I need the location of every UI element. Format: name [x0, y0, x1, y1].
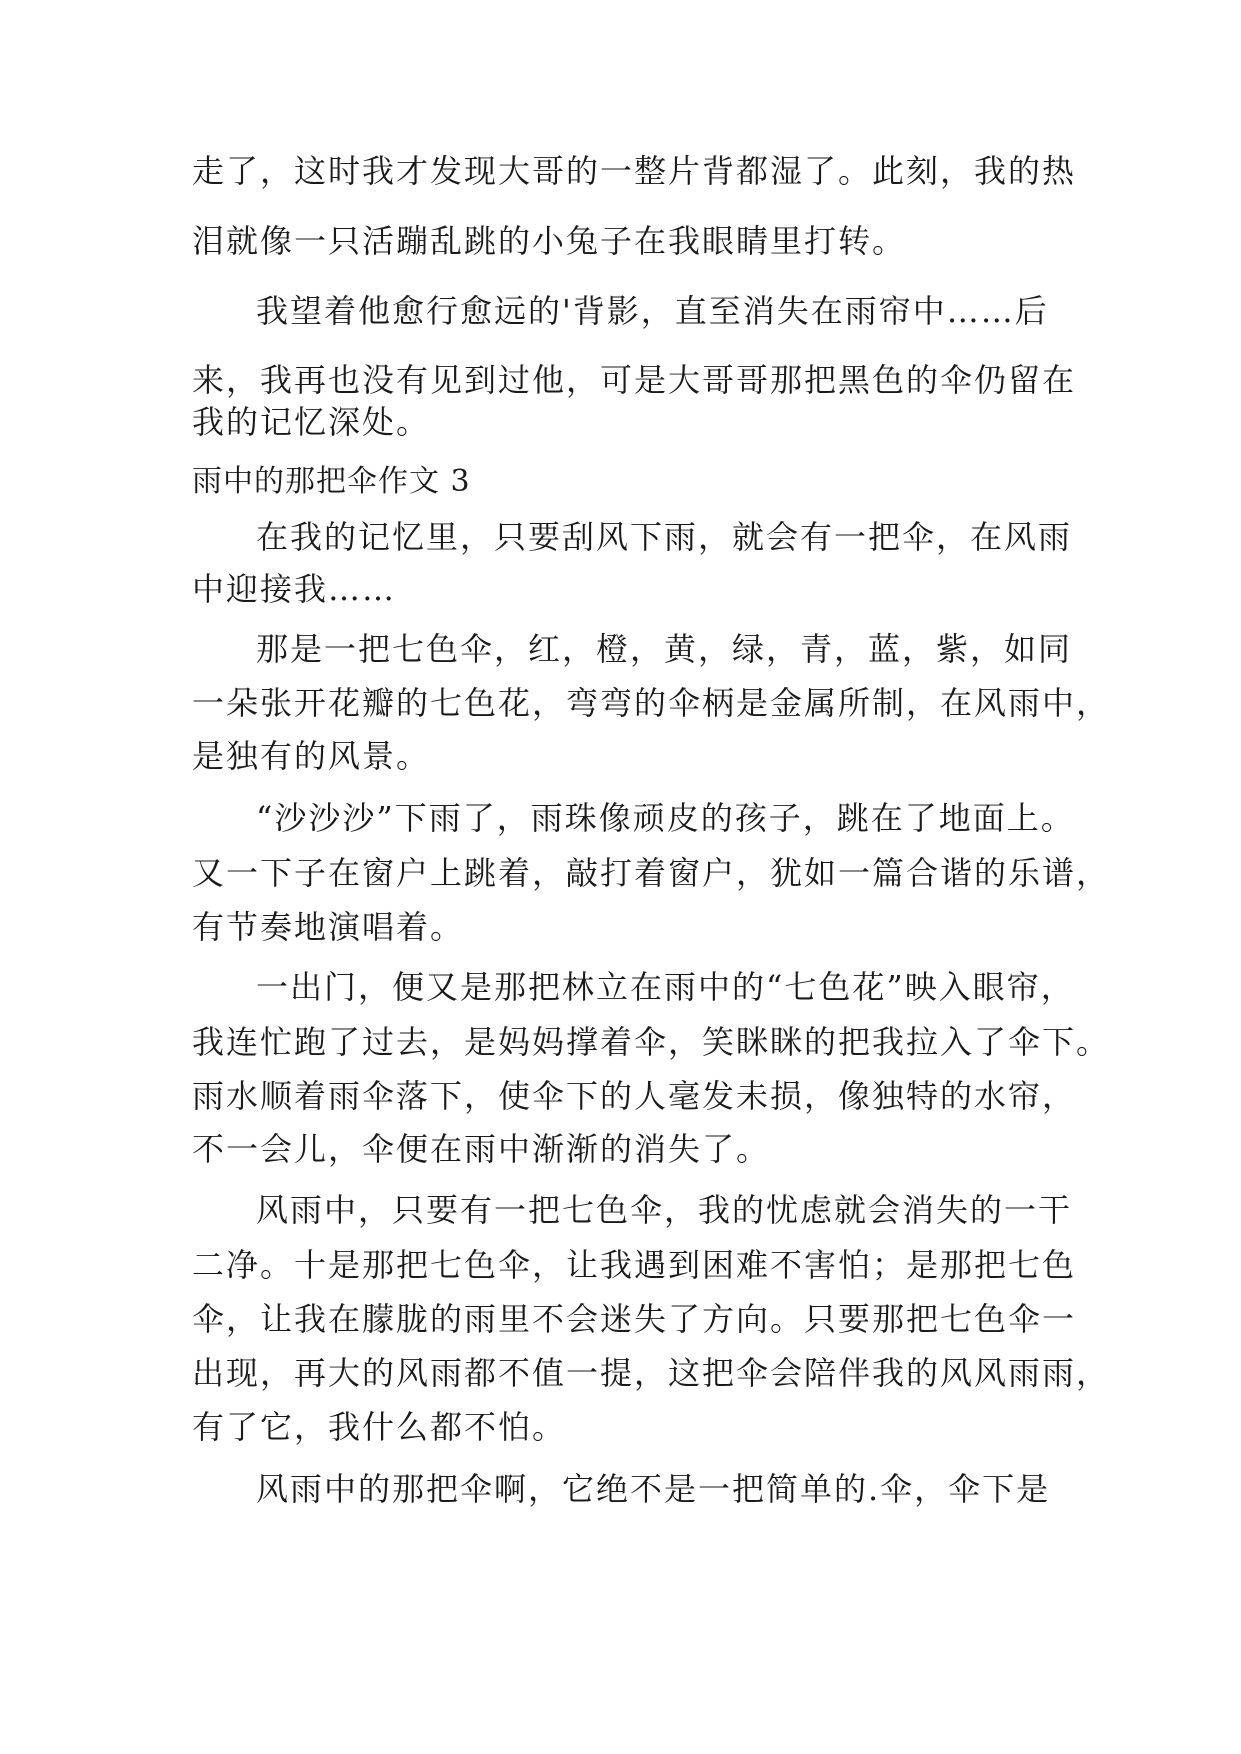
text-line: 来，我再也没有见到过他，可是大哥哥那把黑色的伞仍留在: [192, 361, 1077, 399]
text-line: 出现，再大的风雨都不值一提，这把伞会陪伴我的风风雨雨，: [192, 1354, 1111, 1392]
paragraph-start-line: 在我的记忆里，只要刮风下雨，就会有一把伞，在风雨: [256, 518, 1073, 556]
text-line: 雨水顺着雨伞落下，使伞下的人毫发未损，像独特的水帘，: [192, 1077, 1077, 1115]
text-line: 走了，这时我才发现大哥的一整片背都湿了。此刻，我的热: [192, 152, 1077, 190]
text-line: 有了它，我什么都不怕。: [192, 1408, 567, 1446]
paragraph-start-line: 那是一把七色伞，红，橙，黄，绿，青，蓝，紫，如同: [256, 630, 1073, 668]
paragraph-start-line: 一出门，便又是那把林立在雨中的“七色花”映入眼帘，: [256, 968, 1075, 1006]
text-line: 我的记忆深处。: [192, 403, 431, 441]
text-line: 伞，让我在朦胧的雨里不会迷失了方向。只要那把七色伞一: [192, 1300, 1077, 1338]
text-line: 一朵张开花瓣的七色花，弯弯的伞柄是金属所制，在风雨中，: [192, 684, 1111, 722]
paragraph-start-line: 风雨中的那把伞啊，它绝不是一把简单的.伞，伞下是: [256, 1470, 1051, 1508]
text-line: 泪就像一只活蹦乱跳的小兔子在我眼睛里打转。: [192, 222, 907, 260]
section-heading: 雨中的那把伞作文 3: [192, 464, 471, 499]
text-line: 我连忙跑了过去，是妈妈撑着伞，笑眯眯的把我拉入了伞下。: [192, 1023, 1111, 1061]
text-line: 中迎接我……: [192, 570, 397, 608]
paragraph-start-line: “沙沙沙”下雨了，雨珠像顽皮的孩子，跳在了地面上。: [256, 799, 1075, 837]
text-line: 二净。十是那把七色伞，让我遇到困难不害怕；是那把七色: [192, 1246, 1077, 1284]
paragraph-start-line: 我望着他愈行愈远的'背影，直至消失在雨帘中……后: [256, 292, 1049, 330]
paragraph-start-line: 风雨中，只要有一把七色伞，我的忧虑就会消失的一干: [256, 1191, 1073, 1229]
text-line: 是独有的风景。: [192, 737, 431, 775]
text-line: 有节奏地演唱着。: [192, 908, 465, 946]
text-line: 不一会儿，伞便在雨中渐渐的消失了。: [192, 1130, 771, 1168]
text-line: 又一下子在窗户上跳着，敲打着窗户，犹如一篇合谐的乐谱，: [192, 854, 1111, 892]
